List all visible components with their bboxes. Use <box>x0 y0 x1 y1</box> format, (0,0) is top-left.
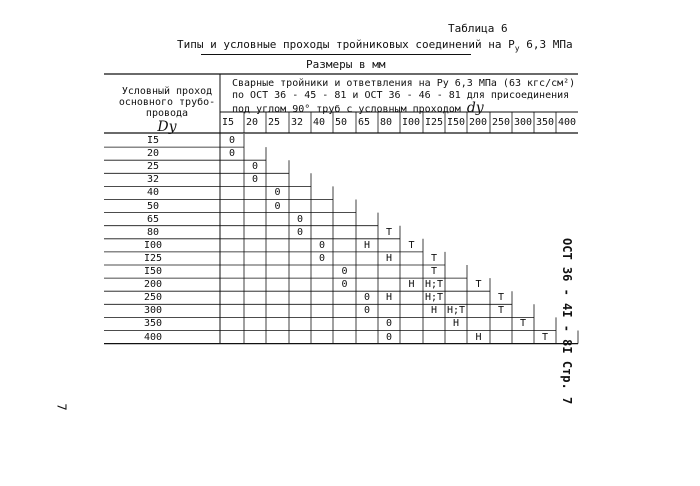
cell-mark: Н <box>408 279 415 291</box>
cell-mark: Н <box>475 331 482 343</box>
branch-size-label: 250 <box>492 117 511 128</box>
branch-size-label: 50 <box>335 117 348 128</box>
branch-size-label: 32 <box>291 117 304 128</box>
cell-mark: 0 <box>296 213 304 225</box>
cell-mark: 0 <box>274 200 281 212</box>
branch-size-label: 25 <box>268 117 281 128</box>
branch-size-label: 300 <box>514 117 533 128</box>
main-size-label: 32 <box>146 174 160 186</box>
main-size-label: 80 <box>146 226 160 238</box>
branch-size-label: 200 <box>469 117 488 128</box>
cell-mark: Н <box>452 318 460 330</box>
cell-mark: 0 <box>385 318 393 330</box>
cell-mark: 0 <box>274 187 281 199</box>
cell-mark: Т <box>408 239 415 251</box>
table-label: Таблица 6 <box>448 22 508 35</box>
branch-size-label: 400 <box>558 117 577 128</box>
main-size-label: 40 <box>146 187 160 199</box>
cell-mark: Н <box>385 252 393 264</box>
cell-mark: Н <box>385 292 393 304</box>
cell-mark: 0 <box>251 174 259 186</box>
cell-mark: Т <box>430 266 438 277</box>
side-document-code: ОСТ 36 - 4I - 8I Стр. 7 <box>560 238 574 405</box>
pressure-subscript: у <box>514 44 520 54</box>
main-size-label: I50 <box>143 266 163 277</box>
main-size-label: 50 <box>146 200 160 212</box>
cell-mark: Т <box>385 226 393 238</box>
cell-mark: Т <box>519 318 527 330</box>
branch-size-label: I50 <box>447 117 466 128</box>
row-header-line1: Условный проход <box>121 86 213 97</box>
cell-mark: 0 <box>318 252 326 264</box>
branch-size-label: I5 <box>222 117 235 128</box>
cell-mark: 0 <box>385 331 393 343</box>
cell-mark: 0 <box>341 266 348 277</box>
cell-mark: Н;Т <box>446 305 466 317</box>
cell-mark: 0 <box>296 226 304 238</box>
cell-mark: 0 <box>341 279 348 291</box>
row-header-line2: основного трубо- <box>118 97 216 108</box>
main-size-label: 65 <box>146 213 160 225</box>
cell-mark: Т <box>430 252 438 264</box>
main-size-label: 400 <box>143 331 163 343</box>
main-size-label: 250 <box>143 292 163 304</box>
main-size-label: 300 <box>143 305 163 317</box>
cell-mark: 0 <box>228 148 236 160</box>
branch-size-label: 80 <box>380 117 393 128</box>
cell-mark: Т <box>541 331 549 343</box>
main-size-label: 200 <box>143 279 163 291</box>
col-header-line1: Сварные тройники и ответвления на Ру 6,3 МПа (63 кгс/см²) <box>232 78 576 89</box>
cell-mark: Т <box>497 292 505 304</box>
cell-mark: 0 <box>228 135 236 146</box>
branch-size-label: I00 <box>402 117 421 128</box>
cell-mark: Т <box>497 305 505 317</box>
main-size-label: 25 <box>146 161 160 173</box>
cell-mark: Н;Т <box>424 279 444 291</box>
pressure-symbol: Р <box>508 38 515 51</box>
cell-mark: Т <box>475 279 482 291</box>
cell-mark: Н;Т <box>424 292 444 304</box>
cell-mark: Н <box>363 239 371 251</box>
main-size-label: I5 <box>146 135 160 146</box>
main-size-label: 20 <box>146 148 160 160</box>
col-header-symbol: dy <box>466 100 484 116</box>
branch-size-label: 350 <box>536 117 555 128</box>
branch-size-label: I25 <box>425 117 444 128</box>
row-header-line3: провода <box>145 108 189 119</box>
row-header-symbol: Dy <box>157 119 177 135</box>
pressure-value: 6,3 МПа <box>519 38 573 51</box>
branch-size-label: 20 <box>246 117 259 128</box>
main-size-label: 350 <box>143 318 163 330</box>
branch-size-label: 40 <box>313 117 326 128</box>
branch-size-label: 65 <box>358 117 371 128</box>
cell-mark: 0 <box>318 239 326 251</box>
main-size-label: I00 <box>143 239 163 251</box>
col-header-line3-text: под углом 90° труб с условным проходом <box>232 104 461 115</box>
page-number: 7 <box>54 403 69 411</box>
cell-mark: 0 <box>363 305 371 317</box>
cell-mark: Н <box>430 305 438 317</box>
units-note: Размеры в мм <box>306 58 386 71</box>
main-size-label: I25 <box>143 252 163 264</box>
title-text: Типы и условные проходы тройниковых соединений на <box>177 38 509 51</box>
cell-mark: 0 <box>251 161 259 173</box>
cell-mark: 0 <box>363 292 371 304</box>
col-header-line2: по ОСТ 36 - 45 - 81 и ОСТ 36 - 46 - 81 для присоединения <box>232 90 570 101</box>
